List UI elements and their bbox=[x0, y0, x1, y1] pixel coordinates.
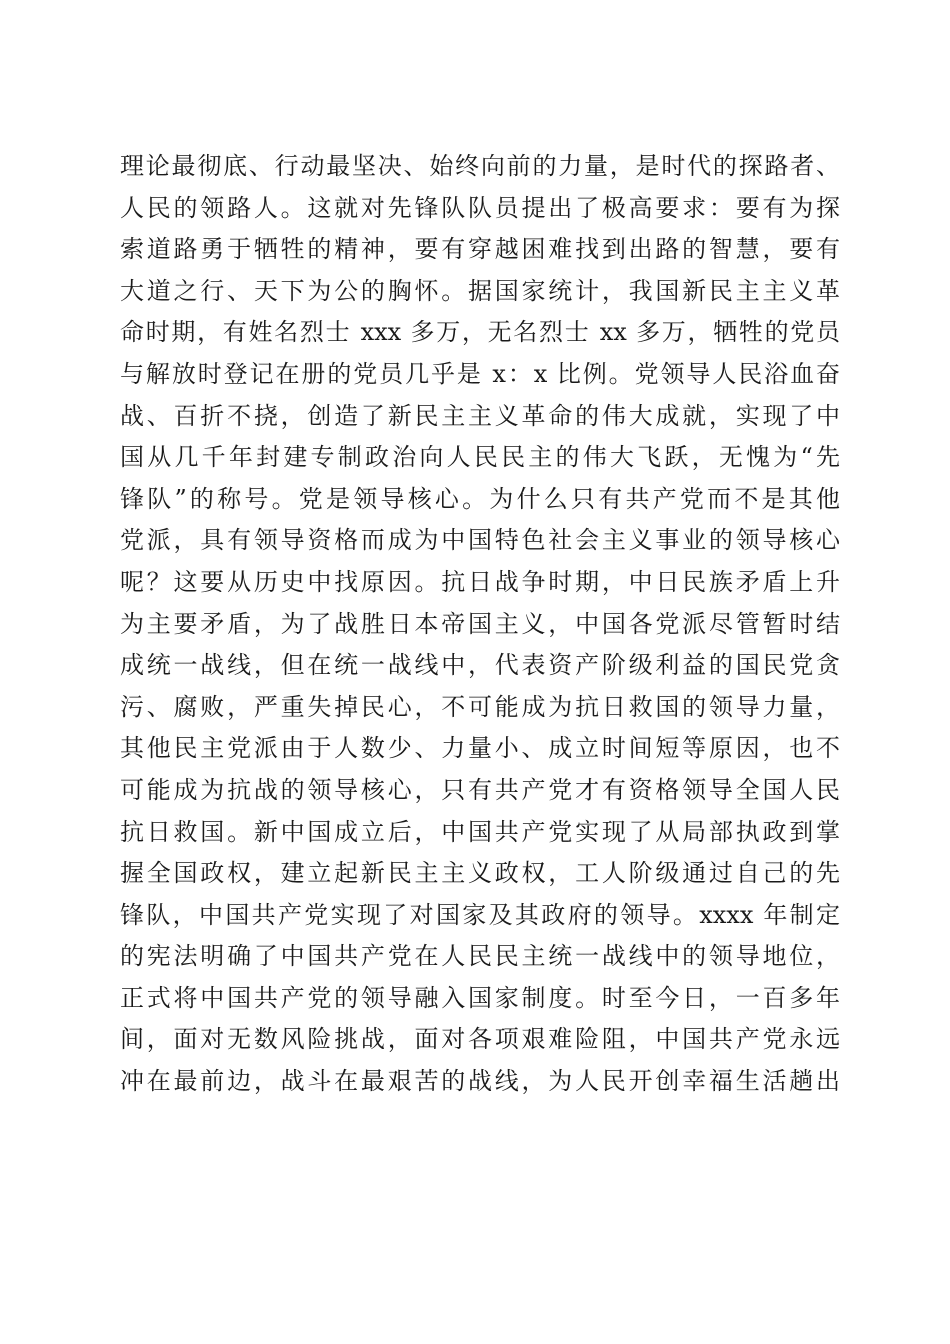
text-line: 握全国政权，建立起新民主主义政权，工人阶级通过自己的先 bbox=[120, 859, 840, 888]
text-line: 正式将中国共产党的领导融入国家制度。时至今日，一百多年 bbox=[120, 983, 840, 1012]
body-paragraph bbox=[120, 146, 840, 1103]
text-line: 成统一战线，但在统一战线中，代表资产阶级利益的国民党贪 bbox=[120, 651, 840, 680]
text-line: 其他民主党派由于人数少、力量小、成立时间短等原因，也不 bbox=[120, 734, 840, 763]
text-line: 国从几千年封建专制政治向人民民主的伟大飞跃，无愧为“先 bbox=[120, 443, 840, 472]
text-line: 抗日救国。新中国成立后，中国共产党实现了从局部执政到掌 bbox=[120, 817, 840, 846]
text-line: 索道路勇于牺牲的精神，要有穿越困难找到出路的智慧，要有 bbox=[120, 235, 840, 264]
text-line: 污、腐败，严重失掉民心，不可能成为抗日救国的领导力量， bbox=[120, 692, 840, 721]
text-line: 间，面对无数风险挑战，面对各项艰难险阻，中国共产党永远 bbox=[120, 1025, 840, 1054]
text-line: 冲在最前边，战斗在最艰苦的战线，为人民开创幸福生活趟出 bbox=[120, 1067, 840, 1096]
text-line: 的宪法明确了中国共产党在人民民主统一战线中的领导地位， bbox=[120, 942, 840, 971]
text-line: 可能成为抗战的领导核心，只有共产党才有资格领导全国人民 bbox=[120, 775, 840, 804]
text-line: 锋队”的称号。党是领导核心。为什么只有共产党而不是其他 bbox=[120, 484, 840, 513]
text-line: 命时期，有姓名烈士 xxx 多万，无名烈士 xx 多万，牺牲的党员 bbox=[120, 318, 840, 347]
text-line: 呢？这要从历史中找原因。抗日战争时期，中日民族矛盾上升 bbox=[120, 567, 840, 596]
text-line: 理论最彻底、行动最坚决、始终向前的力量，是时代的探路者、 bbox=[120, 152, 840, 180]
text-line: 锋队，中国共产党实现了对国家及其政府的领导。xxxx 年制定 bbox=[120, 900, 840, 929]
text-line: 与解放时登记在册的党员几乎是 x：x 比例。党领导人民浴血奋 bbox=[120, 359, 840, 388]
text-line: 党派，具有领导资格而成为中国特色社会主义事业的领导核心 bbox=[120, 526, 840, 555]
text-line: 为主要矛盾，为了战胜日本帝国主义，中国各党派尽管暂时结 bbox=[120, 609, 840, 638]
text-line: 人民的领路人。这就对先锋队队员提出了极高要求：要有为探 bbox=[120, 193, 840, 222]
text-line: 战、百折不挠，创造了新民主主义革命的伟大成就，实现了中 bbox=[120, 401, 840, 430]
text-line: 大道之行、天下为公的胸怀。据国家统计，我国新民主主义革 bbox=[120, 276, 840, 305]
